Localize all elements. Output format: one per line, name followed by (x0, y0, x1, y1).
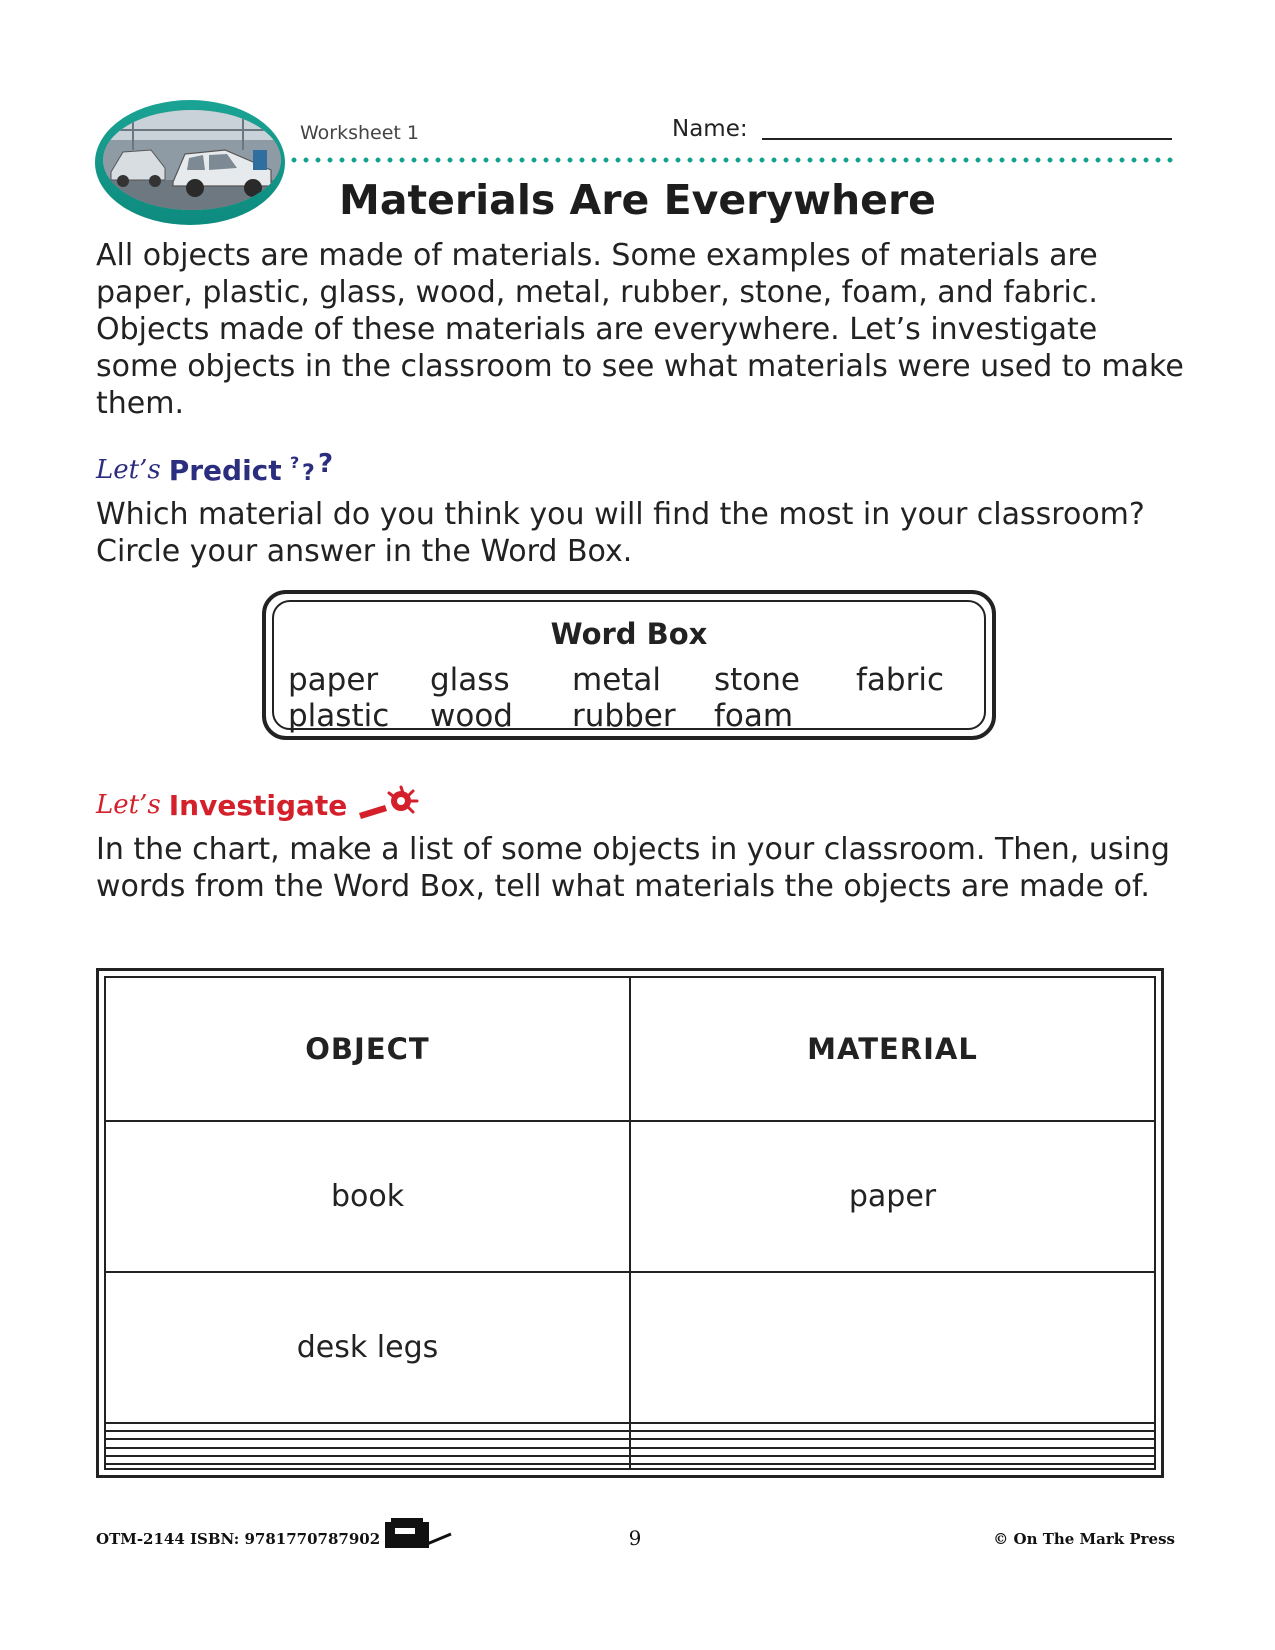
material-cell[interactable] (630, 1439, 1154, 1447)
page-number: 9 (628, 1526, 642, 1550)
header-object: OBJECT (106, 978, 630, 1121)
footer-isbn: OTM-2144 ISBN: 9781770787902 (96, 1530, 381, 1548)
worksheet-label: Worksheet 1 (300, 122, 420, 144)
table-row (106, 1423, 1154, 1431)
dotted-divider (288, 157, 1174, 163)
material-cell[interactable] (630, 1423, 1154, 1431)
word-plastic[interactable]: plastic (288, 698, 390, 734)
investigate-lets: Let’s (96, 790, 161, 820)
material-cell[interactable] (630, 1456, 1154, 1464)
word-box-inner-border (272, 600, 986, 734)
svg-text:?: ? (301, 461, 315, 486)
chart-table (106, 978, 1154, 1468)
name-input-line[interactable] (762, 138, 1172, 140)
table-row (106, 1448, 1154, 1456)
word-stone[interactable]: stone (714, 662, 800, 698)
material-cell[interactable]: paper (630, 1121, 1154, 1272)
table-row (106, 1464, 1154, 1468)
page-title: Materials Are Everywhere (339, 176, 936, 224)
magnifying-splat-icon (355, 785, 425, 825)
word-foam[interactable]: foam (714, 698, 794, 734)
object-cell[interactable] (106, 1464, 630, 1468)
table-row (106, 1121, 1154, 1272)
word-box (262, 590, 996, 740)
object-cell[interactable] (106, 1448, 630, 1456)
chart-header-row (106, 978, 1154, 1121)
object-cell[interactable] (106, 1423, 630, 1431)
predict-question: Which material do you think you will find the most in your classroom? Circle your answer in the Word Box. (96, 497, 1145, 569)
investigate-instructions: In the chart, make a list of some objects in your classroom. Then, using words from the Word Box, tell what materials the objects are made of. (96, 832, 1170, 904)
material-cell[interactable] (630, 1448, 1154, 1456)
word-glass[interactable]: glass (430, 662, 510, 698)
intro-paragraph: All objects are made of materials. Some examples of materials are paper, plastic, glass, wood, metal, rubber, stone, foam, and fabric. Objects made of these materials are everywhere. Let’s investigate some objects in the classroom to see what materials were used to make them. (96, 238, 1184, 421)
investigate-heading (96, 785, 425, 825)
object-cell[interactable]: book (106, 1121, 630, 1272)
material-cell[interactable] (630, 1464, 1154, 1468)
svg-text:?: ? (317, 450, 333, 479)
table-row (106, 1272, 1154, 1423)
object-cell[interactable]: desk legs (106, 1272, 630, 1423)
word-fabric[interactable]: fabric (856, 662, 944, 698)
object-cell[interactable] (106, 1431, 630, 1439)
object-material-chart (96, 968, 1164, 1478)
predict-title: Predict (168, 453, 282, 487)
word-paper[interactable]: paper (288, 662, 379, 698)
object-cell[interactable] (106, 1456, 630, 1464)
header-material: MATERIAL (630, 978, 1154, 1121)
word-wood[interactable]: wood (430, 698, 513, 734)
footer-publisher: © On The Mark Press (993, 1530, 1175, 1548)
chart-inner-border (104, 976, 1156, 1470)
table-row (106, 1456, 1154, 1464)
predict-heading (96, 450, 338, 490)
word-metal[interactable]: metal (572, 662, 662, 698)
word-box-title: Word Box (550, 617, 708, 651)
material-cell[interactable] (630, 1272, 1154, 1423)
table-row (106, 1439, 1154, 1447)
question-marks-icon (288, 450, 338, 490)
teacher-desk-icon (383, 1516, 455, 1550)
table-row (106, 1431, 1154, 1439)
svg-text:?: ? (289, 453, 299, 472)
name-label: Name: (672, 116, 748, 142)
predict-lets: Let’s (96, 455, 161, 485)
material-cell[interactable] (630, 1431, 1154, 1439)
investigate-title: Investigate (168, 788, 348, 822)
object-cell[interactable] (106, 1439, 630, 1447)
word-rubber[interactable]: rubber (572, 698, 676, 734)
